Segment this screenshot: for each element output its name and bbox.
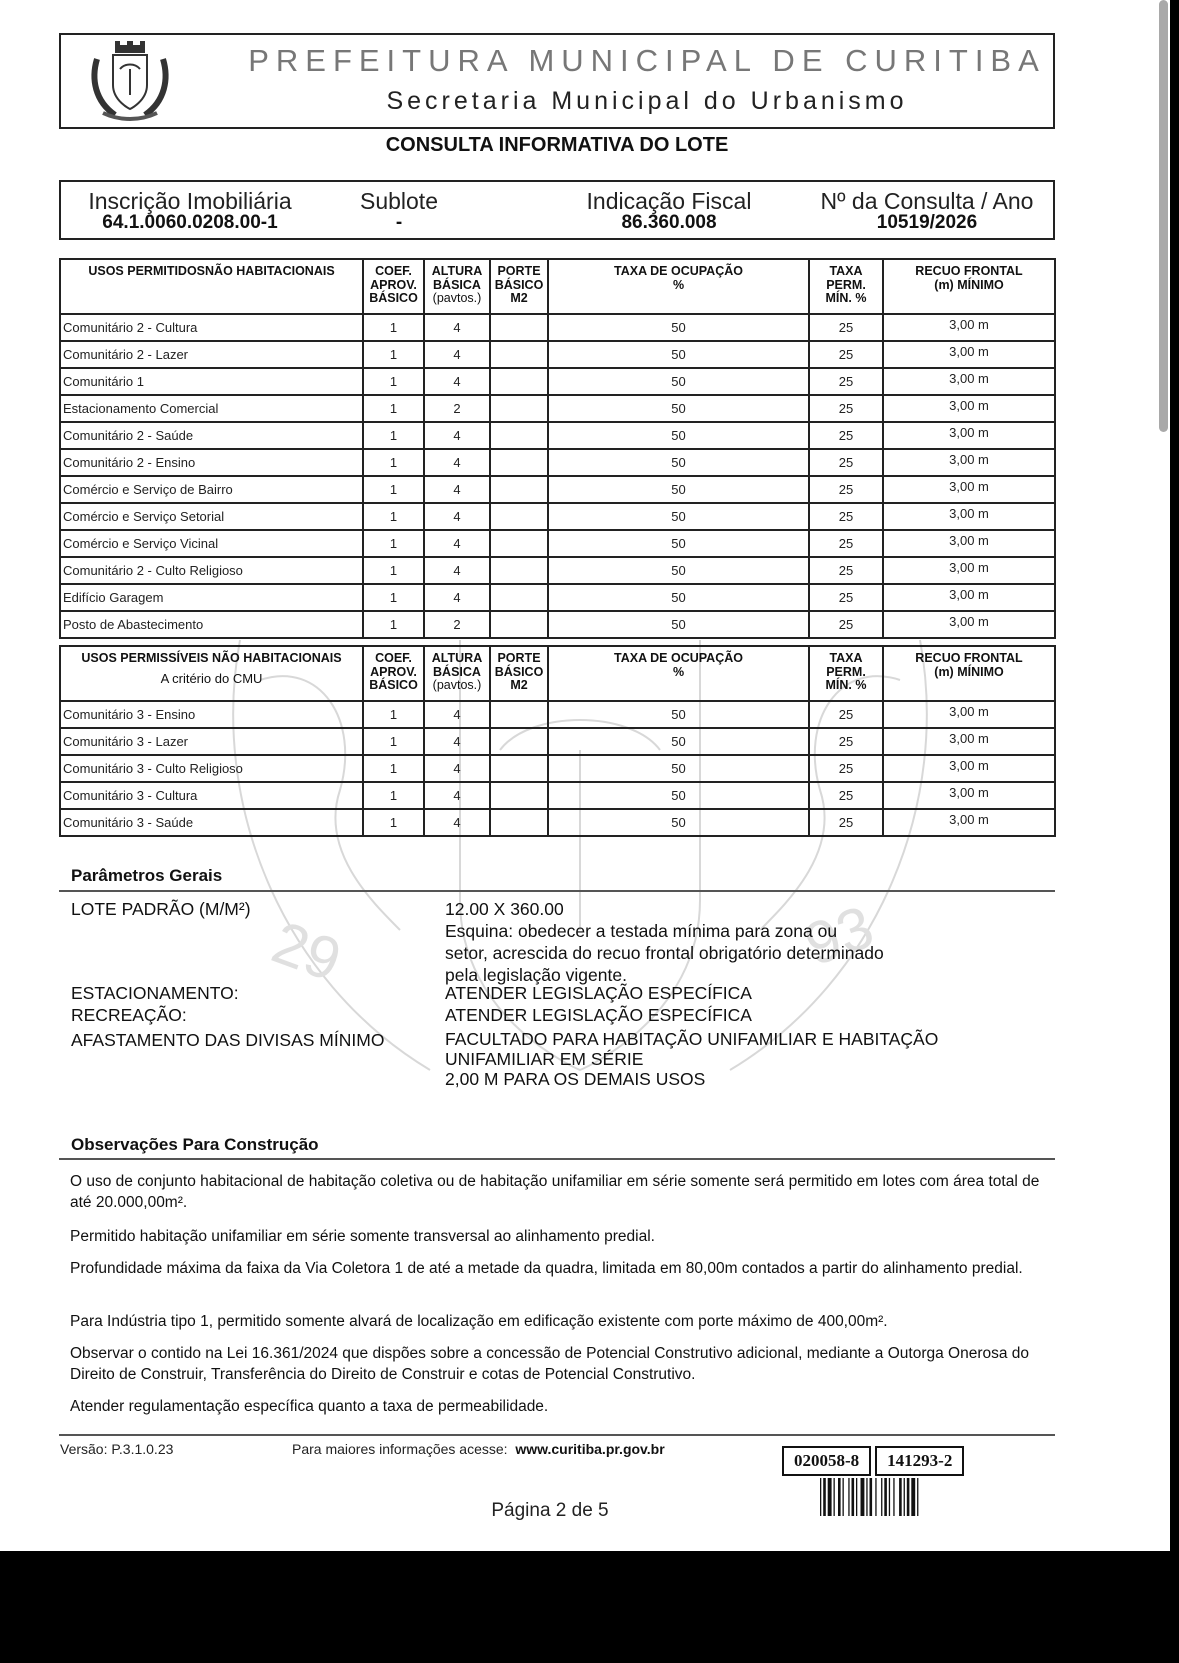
cell-altura: 4: [424, 584, 490, 611]
cell-recuo: 3,00 m: [883, 341, 1055, 368]
column-header-coef: COEF. APROV. BÁSICO: [363, 646, 424, 701]
secretariat-subtitle: Secretaria Municipal do Urbanismo: [386, 87, 908, 115]
column-header-altura: ALTURA BÁSICA (pavtos.): [424, 259, 490, 314]
cell-uso: Comunitário 3 - Saúde: [60, 809, 363, 836]
column-header-altura: ALTURA BÁSICA (pavtos.): [424, 646, 490, 701]
cell-altura: 4: [424, 809, 490, 836]
indicacao-fiscal-value: 86.360.008: [621, 212, 717, 233]
permitted-uses-table: [59, 258, 1056, 639]
cell-taxa-ocupacao: 50: [548, 782, 809, 809]
table-row: [60, 341, 1055, 368]
cell-uso: Posto de Abastecimento: [60, 611, 363, 638]
header-box: [59, 33, 1055, 129]
website-link[interactable]: www.curitiba.pr.gov.br: [515, 1441, 665, 1457]
more-info-text: [292, 1441, 665, 1457]
column-header-porte: PORTE BÁSICO M2: [490, 646, 548, 701]
column-header-coef: COEF. APROV. BÁSICO: [363, 259, 424, 314]
table-row: [60, 782, 1055, 809]
cell-recuo: 3,00 m: [883, 530, 1055, 557]
table-row: [60, 314, 1055, 341]
table-row: [60, 809, 1055, 836]
sublote-field: [349, 189, 449, 233]
cell-uso: Comunitário 2 - Lazer: [60, 341, 363, 368]
cell-porte: [490, 530, 548, 557]
cell-recuo: 3,00 m: [883, 701, 1055, 728]
cell-taxa-ocupacao: 50: [548, 341, 809, 368]
cell-altura: 4: [424, 782, 490, 809]
cell-taxa-ocupacao: 50: [548, 557, 809, 584]
column-header-uso: USOS PERMISSÍVEIS NÃO HABITACIONAIS A critério do CMU: [60, 646, 363, 701]
cell-taxa-ocupacao: 50: [548, 395, 809, 422]
table-row: [60, 368, 1055, 395]
cell-recuo: 3,00 m: [883, 476, 1055, 503]
general-parameters-title: Parâmetros Gerais: [71, 866, 223, 885]
cell-taxa-ocupacao: 50: [548, 530, 809, 557]
cell-uso: Comunitário 2 - Saúde: [60, 422, 363, 449]
cell-taxa-perm: 25: [809, 557, 883, 584]
version-text: Versão: P.3.1.0.23: [60, 1441, 174, 1457]
cell-coef: 1: [363, 755, 424, 782]
cell-recuo: 3,00 m: [883, 584, 1055, 611]
cell-taxa-perm: 25: [809, 449, 883, 476]
consulta-field: [817, 189, 1037, 233]
cell-taxa-ocupacao: 50: [548, 809, 809, 836]
cell-taxa-perm: 25: [809, 530, 883, 557]
estacionamento-value: ATENDER LEGISLAÇÃO ESPECÍFICA: [445, 983, 752, 1003]
indicacao-fiscal-label: Indicação Fiscal: [586, 188, 752, 214]
cell-uso: Edifício Garagem: [60, 584, 363, 611]
cell-porte: [490, 809, 548, 836]
cell-porte: [490, 584, 548, 611]
cell-porte: [490, 476, 548, 503]
cell-altura: 4: [424, 341, 490, 368]
cell-taxa-perm: 25: [809, 314, 883, 341]
cell-recuo: 3,00 m: [883, 557, 1055, 584]
cell-taxa-perm: 25: [809, 476, 883, 503]
cell-porte: [490, 557, 548, 584]
page-number: Página 2 de 5: [491, 1500, 609, 1521]
cell-altura: 4: [424, 728, 490, 755]
cell-coef: 1: [363, 368, 424, 395]
cell-altura: 4: [424, 701, 490, 728]
cell-coef: 1: [363, 701, 424, 728]
observations-title: Observações Para Construção: [71, 1135, 319, 1154]
cell-porte: [490, 611, 548, 638]
cell-porte: [490, 449, 548, 476]
table-row: [60, 395, 1055, 422]
column-header-porte: PORTE BÁSICO M2: [490, 259, 548, 314]
code-box-2: 141293-2: [875, 1446, 964, 1476]
cell-altura: 4: [424, 422, 490, 449]
cell-porte: [490, 314, 548, 341]
afastamento-line: 2,00 M PARA OS DEMAIS USOS: [445, 1069, 706, 1089]
section-divider: [59, 890, 1055, 892]
cell-porte: [490, 503, 548, 530]
cell-coef: 1: [363, 503, 424, 530]
cell-taxa-perm: 25: [809, 755, 883, 782]
observation-item: Permitido habitação unifamiliar em série somente transversal ao alinhamento predial.: [70, 1228, 655, 1245]
cell-uso: Comunitário 3 - Lazer: [60, 728, 363, 755]
cell-coef: 1: [363, 341, 424, 368]
cell-coef: 1: [363, 809, 424, 836]
cell-altura: 4: [424, 530, 490, 557]
cell-altura: 2: [424, 611, 490, 638]
code-box-1: 020058-8: [782, 1446, 871, 1476]
afastamento-line: FACULTADO PARA HABITAÇÃO UNIFAMILIAR E HABITAÇÃO: [445, 1029, 939, 1049]
cell-recuo: 3,00 m: [883, 755, 1055, 782]
cell-uso: Estacionamento Comercial: [60, 395, 363, 422]
cell-taxa-perm: 25: [809, 782, 883, 809]
estacionamento-label: ESTACIONAMENTO:: [71, 983, 239, 1003]
afastamento-label: AFASTAMENTO DAS DIVISAS MÍNIMO: [71, 1030, 385, 1050]
cell-taxa-perm: 25: [809, 368, 883, 395]
cell-taxa-perm: 25: [809, 701, 883, 728]
cell-taxa-ocupacao: 50: [548, 755, 809, 782]
permissible-subtitle: A critério do CMU: [160, 670, 263, 686]
cell-altura: 2: [424, 395, 490, 422]
cell-taxa-perm: 25: [809, 503, 883, 530]
cell-recuo: 3,00 m: [883, 728, 1055, 755]
inscricao-field: [85, 189, 295, 233]
table-row: [60, 701, 1055, 728]
observation-item: Atender regulamentação específica quanto a taxa de permeabilidade.: [70, 1398, 549, 1415]
column-header-recuo: RECUO FRONTAL (m) MÍNIMO: [883, 259, 1055, 314]
more-info-label: Para maiores informações acesse:: [292, 1441, 508, 1457]
cell-taxa-perm: 25: [809, 395, 883, 422]
cell-taxa-perm: 25: [809, 728, 883, 755]
section-divider: [59, 1158, 1055, 1160]
table-row: [60, 728, 1055, 755]
lote-padrao-value: [445, 898, 1005, 986]
cell-taxa-ocupacao: 50: [548, 449, 809, 476]
cell-porte: [490, 341, 548, 368]
table-row: [60, 584, 1055, 611]
cell-uso: Comércio e Serviço de Bairro: [60, 476, 363, 503]
cell-taxa-perm: 25: [809, 584, 883, 611]
table-row: [60, 755, 1055, 782]
cell-taxa-ocupacao: 50: [548, 314, 809, 341]
lote-padrao-dimensions: 12.00 X 360.00: [445, 899, 564, 919]
cell-uso: Comunitário 3 - Culto Religioso: [60, 755, 363, 782]
inscricao-value: 64.1.0060.0208.00-1: [102, 212, 278, 233]
cell-recuo: 3,00 m: [883, 368, 1055, 395]
afastamento-value: [445, 1029, 1005, 1089]
identification-box: [59, 180, 1055, 240]
observation-item: Para Indústria tipo 1, permitido somente alvará de localização em edificação existente com porte máximo de 400,00m².: [70, 1313, 888, 1330]
sublote-value: -: [395, 212, 403, 233]
column-header-taxa-perm: TAXA PERM. MÍN. %: [809, 259, 883, 314]
city-coat-of-arms-icon: [85, 39, 175, 123]
cell-recuo: 3,00 m: [883, 395, 1055, 422]
cell-recuo: 3,00 m: [883, 809, 1055, 836]
cell-porte: [490, 755, 548, 782]
cell-uso: Comunitário 3 - Cultura: [60, 782, 363, 809]
cell-coef: 1: [363, 557, 424, 584]
cell-taxa-ocupacao: 50: [548, 422, 809, 449]
table-row: [60, 530, 1055, 557]
lote-note-line: pela legislação vigente.: [445, 965, 627, 985]
cell-taxa-ocupacao: 50: [548, 503, 809, 530]
cell-altura: 4: [424, 557, 490, 584]
indicacao-fiscal-field: [579, 189, 759, 233]
cell-taxa-perm: 25: [809, 611, 883, 638]
consulta-value: 10519/2026: [876, 212, 978, 233]
lote-padrao-label: LOTE PADRÃO (M/M²): [71, 899, 251, 919]
cell-recuo: 3,00 m: [883, 782, 1055, 809]
cell-recuo: 3,00 m: [883, 611, 1055, 638]
cell-porte: [490, 368, 548, 395]
cell-recuo: 3,00 m: [883, 503, 1055, 530]
cell-altura: 4: [424, 314, 490, 341]
municipality-title: PREFEITURA MUNICIPAL DE CURITIBA: [248, 43, 1046, 78]
lote-note-line: setor, acrescida do recuo frontal obrigatório determinado: [445, 943, 884, 963]
cell-taxa-ocupacao: 50: [548, 728, 809, 755]
table-row: [60, 422, 1055, 449]
cell-recuo: 3,00 m: [883, 449, 1055, 476]
cell-altura: 4: [424, 449, 490, 476]
lote-note-line: Esquina: obedecer a testada mínima para zona ou: [445, 921, 838, 941]
cell-altura: 4: [424, 755, 490, 782]
cell-taxa-ocupacao: 50: [548, 476, 809, 503]
observation-item: Observar o contido na Lei 16.361/2024 que dispões sobre a concessão de Potencial Construtivo adicional, mediante a Outorga Onerosa do Direito de Construir, Transferência do Direito de Construir e cotas de Potencial Construtivo.: [70, 1345, 1030, 1383]
recreacao-label: RECREAÇÃO:: [71, 1005, 187, 1025]
sublote-label: Sublote: [359, 188, 438, 214]
table-row: [60, 557, 1055, 584]
cell-porte: [490, 422, 548, 449]
document-title: CONSULTA INFORMATIVA DO LOTE: [385, 134, 729, 156]
vertical-scrollbar[interactable]: [1159, 0, 1168, 432]
cell-coef: 1: [363, 314, 424, 341]
cell-coef: 1: [363, 476, 424, 503]
column-header-taxa-ocupacao: TAXA DE OCUPAÇÃO %: [548, 259, 809, 314]
cell-coef: 1: [363, 530, 424, 557]
cell-taxa-ocupacao: 50: [548, 701, 809, 728]
cell-uso: Comunitário 2 - Culto Religioso: [60, 557, 363, 584]
recreacao-value: ATENDER LEGISLAÇÃO ESPECÍFICA: [445, 1005, 752, 1025]
cell-altura: 4: [424, 476, 490, 503]
cell-porte: [490, 782, 548, 809]
table-row: [60, 476, 1055, 503]
cell-coef: 1: [363, 728, 424, 755]
footer-divider: [59, 1434, 1055, 1436]
svg-text:93: 93: [796, 892, 882, 979]
cell-coef: 1: [363, 584, 424, 611]
cell-altura: 4: [424, 368, 490, 395]
table-row: [60, 449, 1055, 476]
afastamento-line: UNIFAMILIAR EM SÉRIE: [445, 1049, 644, 1069]
cell-taxa-ocupacao: 50: [548, 584, 809, 611]
table-row: [60, 503, 1055, 530]
cell-coef: 1: [363, 395, 424, 422]
cell-uso: Comunitário 2 - Cultura: [60, 314, 363, 341]
cell-taxa-ocupacao: 50: [548, 611, 809, 638]
observation-item: Profundidade máxima da faixa da Via Coletora 1 de até a metade da quadra, limitada em 80,00m contados a partir do alinhamento predial.: [70, 1260, 1023, 1277]
cell-uso: Comércio e Serviço Setorial: [60, 503, 363, 530]
cell-recuo: 3,00 m: [883, 314, 1055, 341]
cell-uso: Comunitário 2 - Ensino: [60, 449, 363, 476]
observation-item: O uso de conjunto habitacional de habitação coletiva ou de habitação unifamiliar em série somente será permitido em lotes com área total de até 20.000,00m².: [70, 1173, 1040, 1211]
permissible-uses-table: [59, 645, 1056, 837]
inscricao-label: Inscrição Imobiliária: [88, 188, 292, 214]
cell-porte: [490, 395, 548, 422]
cell-coef: 1: [363, 449, 424, 476]
cell-taxa-ocupacao: 50: [548, 368, 809, 395]
table-row: [60, 611, 1055, 638]
cell-coef: 1: [363, 782, 424, 809]
consulta-label: Nº da Consulta / Ano: [820, 188, 1034, 214]
cell-porte: [490, 728, 548, 755]
cell-altura: 4: [424, 503, 490, 530]
cell-coef: 1: [363, 422, 424, 449]
cell-coef: 1: [363, 611, 424, 638]
column-header-uso: USOS PERMITIDOSNÃO HABITACIONAIS: [60, 259, 363, 314]
cell-uso: Comunitário 3 - Ensino: [60, 701, 363, 728]
cell-recuo: 3,00 m: [883, 422, 1055, 449]
document-codes: [782, 1446, 964, 1476]
column-header-recuo: RECUO FRONTAL (m) MÍNIMO: [883, 646, 1055, 701]
column-header-taxa-perm: TAXA PERM. MÍN. %: [809, 646, 883, 701]
cell-uso: Comunitário 1: [60, 368, 363, 395]
cell-taxa-perm: 25: [809, 341, 883, 368]
column-header-taxa-ocupacao: TAXA DE OCUPAÇÃO %: [548, 646, 809, 701]
svg-text:29: 29: [263, 908, 350, 995]
cell-taxa-perm: 25: [809, 422, 883, 449]
cell-porte: [490, 701, 548, 728]
cell-taxa-perm: 25: [809, 809, 883, 836]
cell-uso: Comércio e Serviço Vicinal: [60, 530, 363, 557]
